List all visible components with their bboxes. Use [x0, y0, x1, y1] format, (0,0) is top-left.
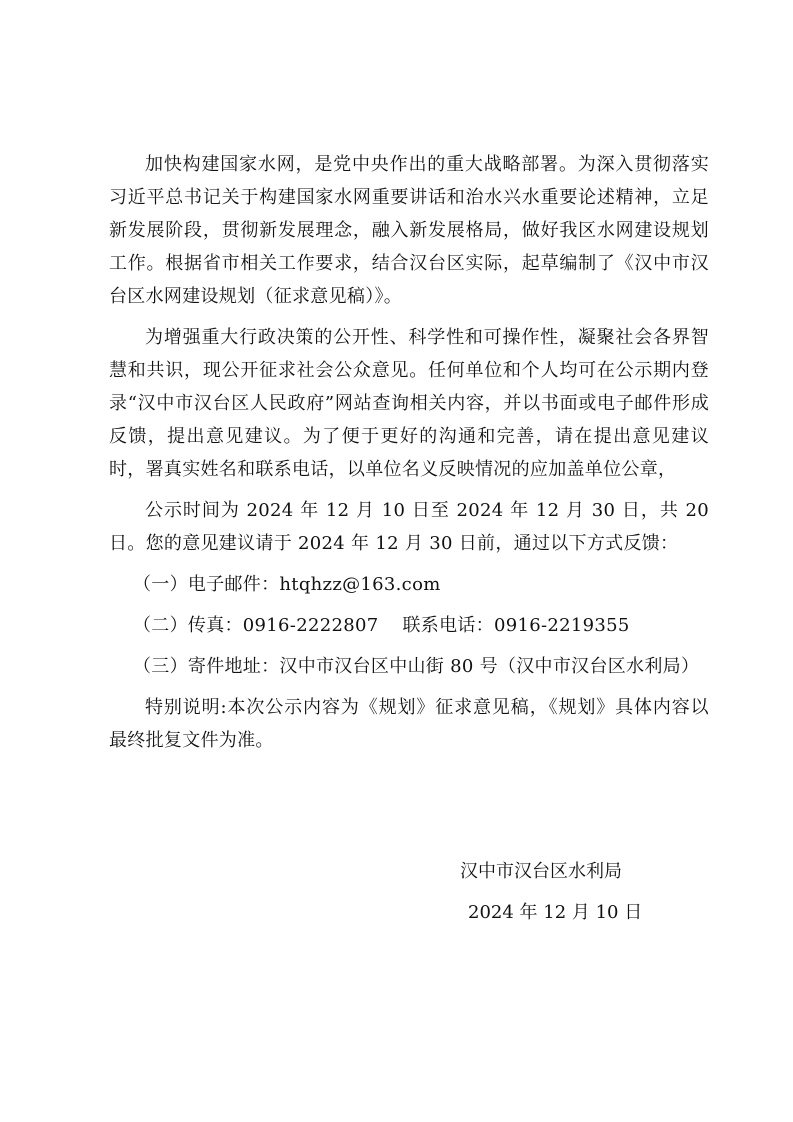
address-line — [109, 650, 709, 683]
document-body — [109, 148, 709, 757]
consultation-paragraph: 为增强重大行政决策的公开性、科学性和可操作性，凝聚社会各界智慧和共识，现公开征求社会公众意见。任何单位和个人均可在公示期内登录“汉中市汉台区人民政府”网站查询相关内容，并以书面或电子邮件形成反馈，提出意见建议。为了便于更好的沟通和完善，请在提出意见建议时，署真实姓名和联系电话，以单位名义反映情况的应加盖单位公章， — [109, 327, 709, 480]
intro-paragraph: 加快构建国家水网，是党中央作出的重大战略部署。为深入贯彻落实习近平总书记关于构建国家水网重要讲话和治水兴水重要论述精神，立足新发展阶段，贯彻新发展理念，融入新发展格局，做好我区水网建设规划工作。根据省市相关工作要求，结合汉台区实际，起草编制了《汉中市汉台区水网建设规划（征求意见稿）》。 — [109, 154, 709, 307]
fax-contact: （二）传真：0916-2222807 — [133, 615, 379, 636]
fax-phone-line — [109, 609, 709, 642]
issuing-organization: 汉中市汉台区水利局 — [460, 861, 622, 882]
mail-address: （三）寄件地址：汉中市汉台区中山街 80 号（汉中市汉台区水利局） — [133, 656, 700, 677]
schedule-paragraph: 公示时间为 2024 年 12 月 10 日至 2024 年 12 月 30 日，共 20 日。您的意见建议请于 2024 年 12 月 30 日前，通过以下方式反馈： — [109, 500, 709, 554]
email-contact: （一）电子邮件：htqhzz@163.com — [133, 574, 441, 595]
special-note: 特别说明:本次公示内容为《规划》征求意见稿，《规划》具体内容以最终批复文件为准。 — [109, 697, 709, 751]
signature-block — [460, 855, 642, 929]
email-line — [109, 568, 709, 601]
phone-contact: 联系电话：0916-2219355 — [402, 615, 630, 636]
issue-date: 2024 年 12 月 10 日 — [468, 902, 643, 923]
